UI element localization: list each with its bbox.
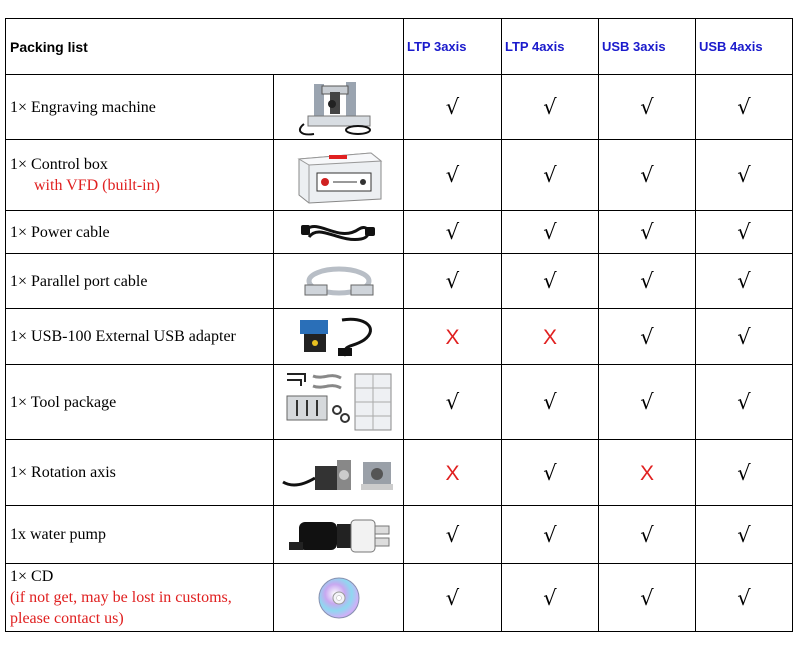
item-label-note: (if not get, may be lost in customs, bbox=[10, 589, 232, 606]
check-mark: √ bbox=[696, 365, 793, 440]
check-mark: √ bbox=[599, 564, 696, 632]
check-mark: √ bbox=[502, 440, 599, 506]
column-header-ltp-3axis: LTP 3axis bbox=[404, 19, 502, 75]
water-pump-icon bbox=[274, 506, 404, 564]
item-label: 1× Rotation axis bbox=[6, 440, 274, 506]
item-label: 1x water pump bbox=[6, 506, 274, 564]
check-mark: √ bbox=[502, 254, 599, 309]
table-row bbox=[6, 440, 793, 506]
packing-list-table bbox=[5, 18, 793, 632]
check-mark: √ bbox=[404, 564, 502, 632]
header-row bbox=[6, 19, 793, 75]
table-row bbox=[6, 506, 793, 564]
x-mark: X bbox=[404, 440, 502, 506]
check-mark: √ bbox=[599, 75, 696, 140]
check-mark: √ bbox=[502, 211, 599, 254]
check-mark: √ bbox=[696, 254, 793, 309]
check-mark: √ bbox=[404, 140, 502, 211]
table-row bbox=[6, 254, 793, 309]
check-mark: √ bbox=[404, 506, 502, 564]
check-mark: √ bbox=[696, 75, 793, 140]
item-label: 1× Tool package bbox=[6, 365, 274, 440]
table-row bbox=[6, 140, 793, 211]
table-row bbox=[6, 309, 793, 365]
item-label-note: with VFD (built-in) bbox=[34, 177, 160, 194]
parallel-cable-icon bbox=[274, 254, 404, 309]
check-mark: √ bbox=[502, 75, 599, 140]
check-mark: √ bbox=[696, 440, 793, 506]
check-mark: √ bbox=[502, 564, 599, 632]
item-label-note: please contact us) bbox=[10, 610, 124, 627]
table-row bbox=[6, 75, 793, 140]
check-mark: √ bbox=[696, 211, 793, 254]
check-mark: √ bbox=[696, 506, 793, 564]
check-mark: √ bbox=[404, 365, 502, 440]
power-cable-icon bbox=[274, 211, 404, 254]
table-row bbox=[6, 365, 793, 440]
tool-package-icon bbox=[274, 365, 404, 440]
item-label-cell bbox=[6, 140, 274, 211]
column-header-ltp-4axis: LTP 4axis bbox=[502, 19, 599, 75]
check-mark: √ bbox=[696, 309, 793, 365]
item-label: 1× Parallel port cable bbox=[6, 254, 274, 309]
item-label: 1× Power cable bbox=[6, 211, 274, 254]
table-title: Packing list bbox=[6, 19, 404, 75]
engraving-machine-icon bbox=[274, 75, 404, 140]
check-mark: √ bbox=[599, 309, 696, 365]
table-row bbox=[6, 211, 793, 254]
table-row bbox=[6, 564, 793, 632]
item-label: 1× CD bbox=[10, 568, 54, 585]
x-mark: X bbox=[404, 309, 502, 365]
item-label-cell bbox=[6, 564, 274, 632]
check-mark: √ bbox=[404, 254, 502, 309]
check-mark: √ bbox=[502, 140, 599, 211]
item-label: 1× Control box bbox=[10, 156, 108, 173]
check-mark: √ bbox=[502, 365, 599, 440]
x-mark: X bbox=[502, 309, 599, 365]
check-mark: √ bbox=[696, 140, 793, 211]
usb-adapter-icon bbox=[274, 309, 404, 365]
item-label: 1× Engraving machine bbox=[6, 75, 274, 140]
check-mark: √ bbox=[502, 506, 599, 564]
check-mark: √ bbox=[696, 564, 793, 632]
check-mark: √ bbox=[599, 140, 696, 211]
check-mark: √ bbox=[404, 75, 502, 140]
check-mark: √ bbox=[599, 365, 696, 440]
check-mark: √ bbox=[599, 254, 696, 309]
check-mark: √ bbox=[599, 211, 696, 254]
item-label: 1× USB-100 External USB adapter bbox=[6, 309, 274, 365]
column-header-usb-3axis: USB 3axis bbox=[599, 19, 696, 75]
rotation-axis-icon bbox=[274, 440, 404, 506]
check-mark: √ bbox=[404, 211, 502, 254]
x-mark: X bbox=[599, 440, 696, 506]
cd-disc-icon bbox=[274, 564, 404, 632]
check-mark: √ bbox=[599, 506, 696, 564]
control-box-icon bbox=[274, 140, 404, 211]
column-header-usb-4axis: USB 4axis bbox=[696, 19, 793, 75]
